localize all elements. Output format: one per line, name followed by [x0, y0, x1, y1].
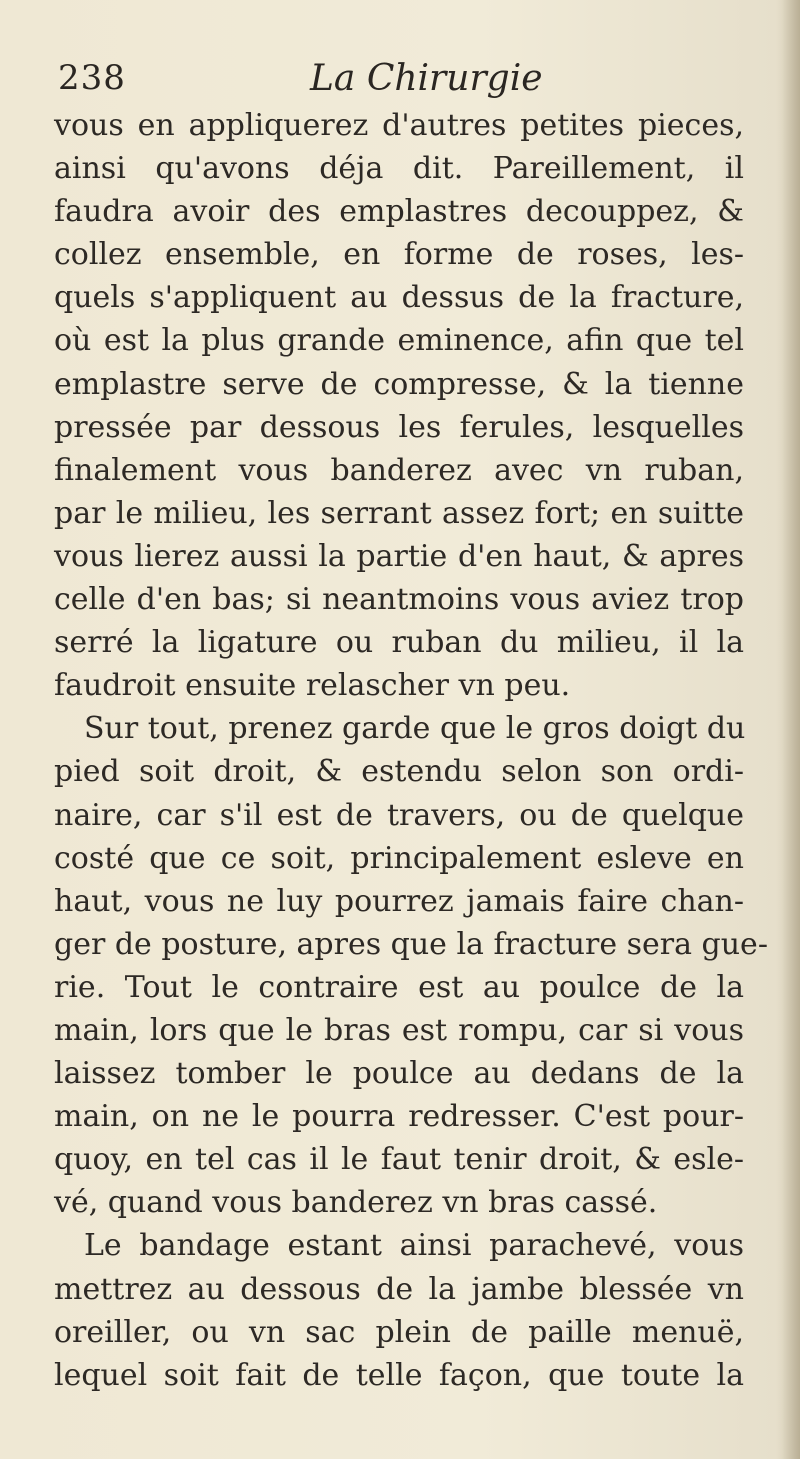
text-line: emplastre serve de compresse, & la tienne — [54, 366, 744, 402]
text-line: serré la ligature ou ruban du milieu, il la — [54, 625, 744, 661]
running-title: La Chirurgie — [310, 58, 543, 99]
text-line: pressée par dessous les ferules, lesquelles — [54, 409, 744, 445]
text-line: costé que ce soit, principalement esleve en — [54, 840, 744, 876]
text-line: naire, car s'il est de travers, ou de quelque — [54, 797, 744, 833]
text-line: mettrez au dessous de la jambe blessée vn — [54, 1271, 744, 1307]
page-edge-shadow — [782, 0, 800, 1459]
text-line: vous lierez aussi la partie d'en haut, & apres — [54, 538, 744, 574]
paragraph-start-line: Sur tout, prenez garde que le gros doigt du — [84, 711, 746, 747]
page-number: 238 — [58, 58, 126, 98]
text-line: finalement vous banderez avec vn ruban, — [54, 452, 744, 488]
text-line: pied soit droit, & estendu selon son ordi- — [54, 754, 744, 790]
text-line: faudroit ensuite relascher vn peu. — [54, 668, 571, 704]
text-line: faudra avoir des emplastres decouppez, & — [54, 194, 744, 230]
text-line: laissez tomber le poulce au dedans de la — [54, 1056, 744, 1092]
text-line: ainsi qu'avons déja dit. Pareillement, il — [54, 151, 744, 187]
text-line: quoy, en tel cas il le faut tenir droit, & esle- — [54, 1142, 744, 1178]
text-line: où est la plus grande eminence, afin que tel — [54, 323, 744, 359]
text-line: collez ensemble, en forme de roses, les- — [54, 237, 744, 273]
text-line: quels s'appliquent au dessus de la fracture, — [54, 280, 744, 316]
paragraph-start-line: Le bandage estant ainsi parachevé, vous — [84, 1228, 744, 1264]
text-line: celle d'en bas; si neantmoins vous aviez trop — [54, 582, 744, 618]
text-line: vous en appliquerez d'autres petites pieces, — [54, 108, 744, 143]
text-line: lequel soit fait de telle façon, que toute la — [54, 1357, 744, 1393]
text-line: ger de posture, apres que la fracture sera gue- — [54, 926, 768, 962]
page-body — [54, 104, 768, 1397]
text-line: oreiller, ou vn sac plein de paille menuë, — [54, 1314, 744, 1350]
text-line: par le milieu, les serrant assez fort; en suitte — [54, 495, 744, 531]
text-line: vé, quand vous banderez vn bras cassé. — [54, 1185, 658, 1221]
text-line: haut, vous ne luy pourrez jamais faire chan- — [54, 883, 744, 919]
text-line: main, on ne le pourra redresser. C'est pour- — [54, 1099, 744, 1135]
text-line: rie. Tout le contraire est au poulce de la — [54, 969, 744, 1005]
page-header — [58, 58, 758, 102]
text-line: main, lors que le bras est rompu, car si vous — [54, 1012, 744, 1048]
